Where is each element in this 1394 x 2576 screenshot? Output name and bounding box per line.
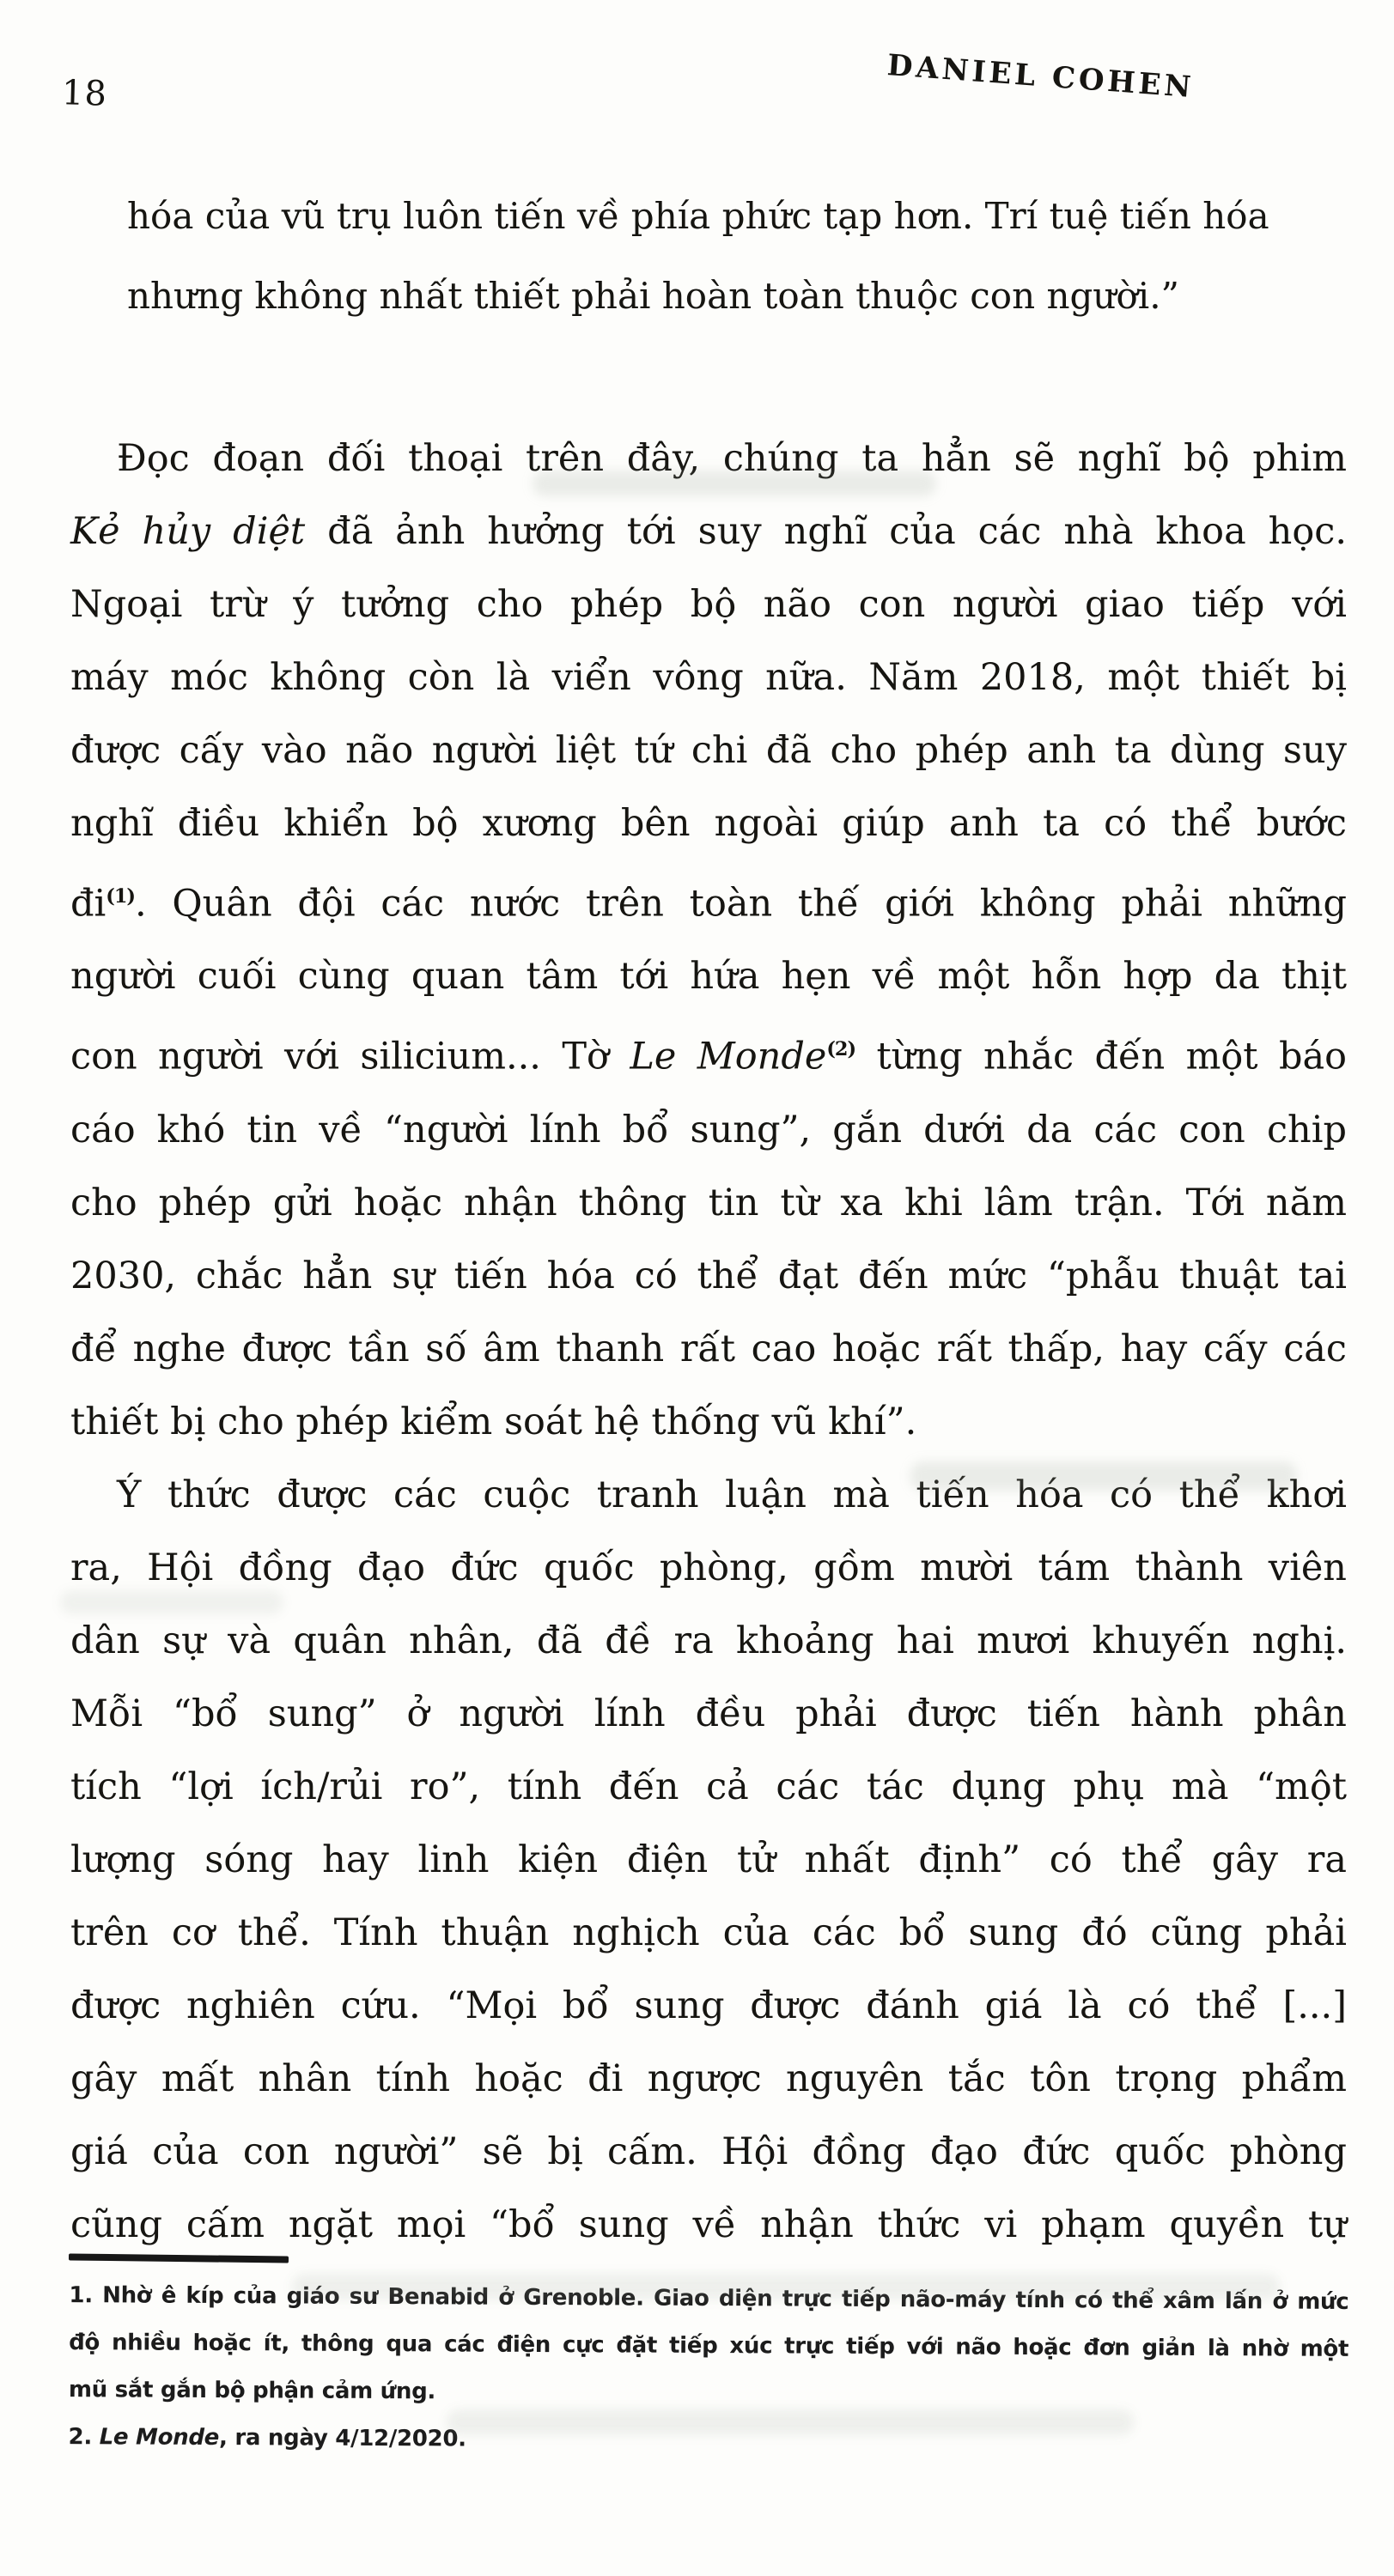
text-segment: người cuối cùng quan tâm tới hứa hẹn về một hỗn hợp da thịt — [70, 955, 1347, 999]
text-segment: 2030, chắc hẳn sự tiến hóa có thể đạt đến mức “phẫu thuật tai — [70, 1254, 1347, 1297]
footnote-marker: (1) — [106, 885, 135, 908]
text-segment: được nghiên cứu. “Mọi bổ sung được đánh giá là có thể [...] — [70, 1984, 1347, 2027]
text-segment: mũ sắt gắn bộ phận cảm ứng. — [68, 2377, 436, 2405]
running-header-author: DANIEL COHEN — [886, 48, 1196, 106]
text-segment: thiết bị cho phép kiểm soát hệ thống vũ khí”. — [70, 1400, 917, 1443]
text-line — [70, 1313, 1347, 1386]
text-segment: từng nhắc đến một báo — [855, 1035, 1347, 1078]
text-segment: . Quân đội các nước trên toàn thế giới không phải những — [135, 882, 1347, 926]
body-text — [70, 422, 1347, 2262]
text-line — [70, 2116, 1347, 2189]
text-segment: trên cơ thể. Tính thuận nghịch của các bổ sung đó cũng phải — [70, 1911, 1347, 1954]
text-segment: được cấy vào não người liệt tứ chi đã cho phép anh ta dùng suy — [70, 729, 1347, 772]
text-segment: Đọc đoạn đối thoại trên đây, chúng ta hẳn sẽ nghĩ bộ phim — [117, 437, 1347, 480]
text-segment: 1. Nhờ ê kíp của giáo sư Benabid ở Grenoble. Giao diện trực tiếp não-máy tính có thể xâm lấn ở mức — [69, 2282, 1349, 2315]
italic-segment: Le Monde — [630, 1035, 827, 1078]
text-line — [70, 1013, 1347, 1093]
text-line — [69, 2366, 1348, 2421]
text-line — [70, 1678, 1347, 1751]
text-line — [127, 256, 1257, 336]
text-segment: dân sự và quân nhân, đã đề ra khoảng hai mươi khuyến nghị. — [70, 1619, 1347, 1662]
text-segment: cáo khó tin về “người lính bổ sung”, gắn dưới da các con chip — [70, 1108, 1347, 1151]
text-segment: độ nhiều hoặc ít, thông qua các điện cực đặt tiếp xúc trực tiếp với não hoặc đơn giản là nhờ một — [69, 2330, 1349, 2362]
text-line — [70, 940, 1347, 1013]
text-segment: Ngoại trừ ý tưởng cho phép bộ não con người giao tiếp với — [70, 583, 1347, 626]
text-segment: hóa của vũ trụ luôn tiến về phía phức tạp hơn. Trí tuệ tiến hóa — [127, 195, 1269, 237]
page-number: 18 — [61, 73, 108, 114]
text-line — [70, 1751, 1347, 1824]
text-line — [70, 1167, 1347, 1240]
text-segment: , ra ngày 4/12/2020. — [218, 2425, 466, 2452]
block-quote — [127, 176, 1269, 336]
footnote-marker: (2) — [826, 1038, 856, 1061]
text-segment: nghĩ điều khiển bộ xương bên ngoài giúp anh ta có thể bước — [70, 802, 1347, 845]
text-segment: đã ảnh hưởng tới suy nghĩ của các nhà khoa học. — [305, 510, 1348, 553]
italic-segment: Kẻ hủy diệt — [70, 510, 306, 553]
text-line — [70, 1824, 1347, 1897]
text-line — [70, 714, 1347, 787]
text-line — [70, 1240, 1347, 1313]
text-segment: tích “lợi ích/rủi ro”, tính đến cả các tác dụng phụ mà “một — [70, 1765, 1347, 1808]
text-line — [70, 568, 1347, 641]
text-segment: con người với silicium... Tờ — [70, 1035, 630, 1078]
text-segment: đi — [70, 882, 107, 926]
text-segment: nhưng không nhất thiết phải hoàn toàn thuộc con người.” — [127, 275, 1180, 317]
text-segment: Ý thức được các cuộc tranh luận mà tiến hóa có thể khơi — [117, 1473, 1347, 1516]
text-segment: gây mất nhân tính hoặc đi ngược nguyên tắc tôn trọng phẩm — [70, 2057, 1347, 2100]
text-line — [70, 1605, 1347, 1678]
text-line — [70, 641, 1347, 714]
text-line — [70, 422, 1347, 495]
text-line — [70, 495, 1347, 568]
text-line — [70, 1459, 1347, 1532]
text-segment: để nghe được tần số âm thanh rất cao hoặc rất thấp, hay cấy các — [70, 1327, 1347, 1370]
text-segment: Mỗi “bổ sung” ở người lính đều phải được tiến hành phân — [70, 1692, 1347, 1735]
text-line — [70, 1386, 1347, 1459]
text-line — [70, 787, 1347, 860]
text-segment: cũng cấm ngặt mọi “bổ sung về nhận thức vi phạm quyền tự — [70, 2202, 1347, 2246]
text-line — [127, 176, 1269, 256]
text-line — [69, 2319, 1348, 2373]
text-line — [70, 1897, 1347, 1970]
text-line — [69, 2272, 1348, 2326]
text-segment: 2. — [68, 2424, 100, 2451]
text-segment: cho phép gửi hoặc nhận thông tin từ xa khi lâm trận. Tới năm — [70, 1181, 1347, 1224]
text-segment: lượng sóng hay linh kiện điện tử nhất định” có thể gây ra — [70, 1838, 1347, 1881]
text-line — [70, 1094, 1347, 1167]
text-line — [70, 2043, 1347, 2116]
text-segment: giá của con người” sẽ bị cấm. Hội đồng đạo đức quốc phòng — [70, 2129, 1347, 2173]
italic-segment: Le Monde — [99, 2424, 220, 2451]
text-line — [70, 1970, 1347, 2043]
text-line — [70, 2189, 1347, 2262]
text-line — [70, 1532, 1347, 1605]
text-segment: ra, Hội đồng đạo đức quốc phòng, gồm mười tám thành viên — [70, 1546, 1347, 1589]
footnotes — [68, 2272, 1348, 2468]
text-line — [70, 860, 1347, 940]
text-line — [68, 2414, 1348, 2468]
text-segment: máy móc không còn là viển vông nữa. Năm 2018, một thiết bị — [70, 656, 1347, 699]
